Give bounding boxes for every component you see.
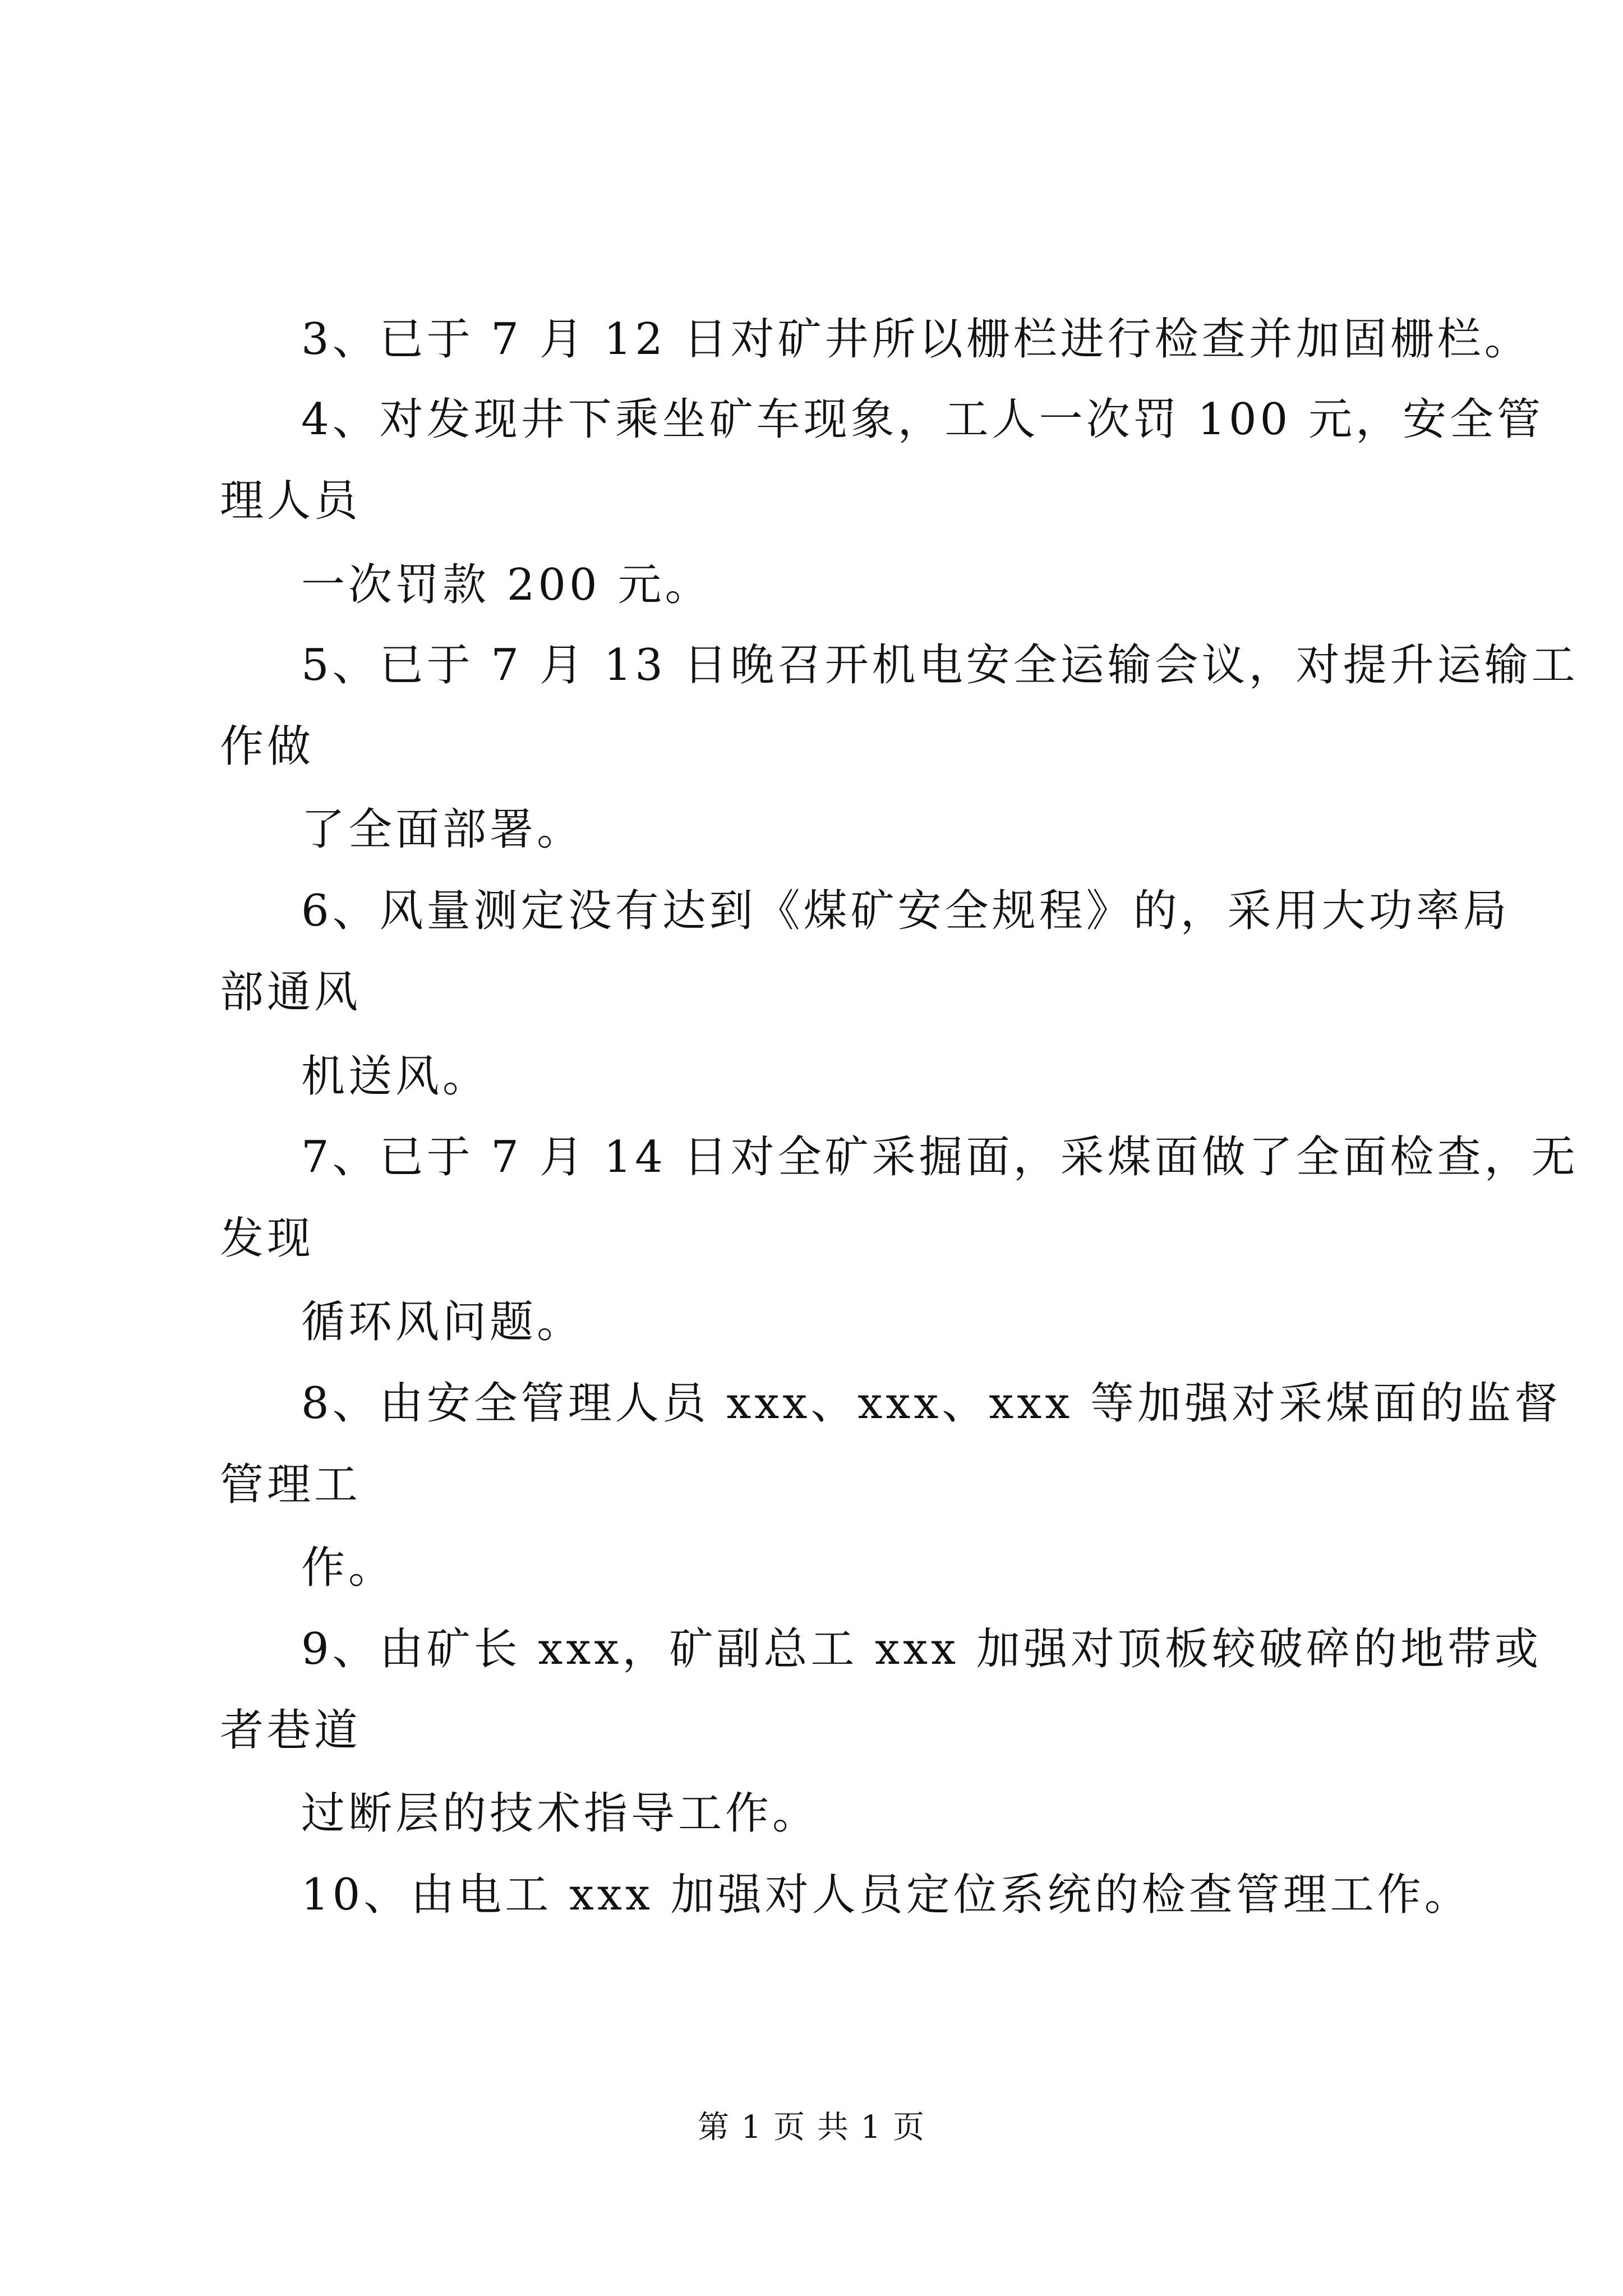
- paragraph-line: 4、对发现井下乘坐矿车现象，工人一次罚 100 元，安全管: [301, 394, 1544, 445]
- paragraph-line: 理人员: [220, 476, 362, 526]
- paragraph-line: 循环风问题。: [301, 1297, 584, 1347]
- paragraph-line: 作。: [301, 1543, 396, 1593]
- paragraph-line: 8、由安全管理人员 xxx、xxx、xxx 等加强对采煤面的监督: [301, 1378, 1562, 1429]
- paragraph-line: 一次罚款 200 元。: [301, 560, 712, 610]
- paragraph-line: 者巷道: [220, 1705, 362, 1756]
- paragraph-line: 管理工: [220, 1460, 362, 1510]
- paragraph-line: 5、已于 7 月 13 日晚召开机电安全运输会议，对提升运输工: [301, 640, 1579, 691]
- paragraph-line: 了全面部署。: [301, 804, 584, 855]
- paragraph-line: 过断层的技术指导工作。: [301, 1788, 820, 1839]
- paragraph-line: 部通风: [220, 967, 362, 1018]
- paragraph-line: 3、已于 7 月 12 日对矿井所以栅栏进行检查并加固栅栏。: [301, 314, 1532, 365]
- paragraph-line: 6、风量测定没有达到《煤矿安全规程》的，采用大功率局: [301, 886, 1510, 936]
- paragraph-line: 7、已于 7 月 14 日对全矿采掘面，采煤面做了全面检查，无: [301, 1132, 1579, 1182]
- paragraph-line: 发现: [220, 1213, 315, 1264]
- page-footer: 第 1 页 共 1 页: [697, 2109, 926, 2146]
- paragraph-line: 9、由矿长 xxx，矿副总工 xxx 加强对顶板较破碎的地带或: [301, 1624, 1542, 1674]
- paragraph-line: 作做: [220, 721, 315, 772]
- paragraph-line: 机送风。: [301, 1051, 490, 1102]
- paragraph-line: 10、由电工 xxx 加强对人员定位系统的检查管理工作。: [301, 1870, 1472, 1920]
